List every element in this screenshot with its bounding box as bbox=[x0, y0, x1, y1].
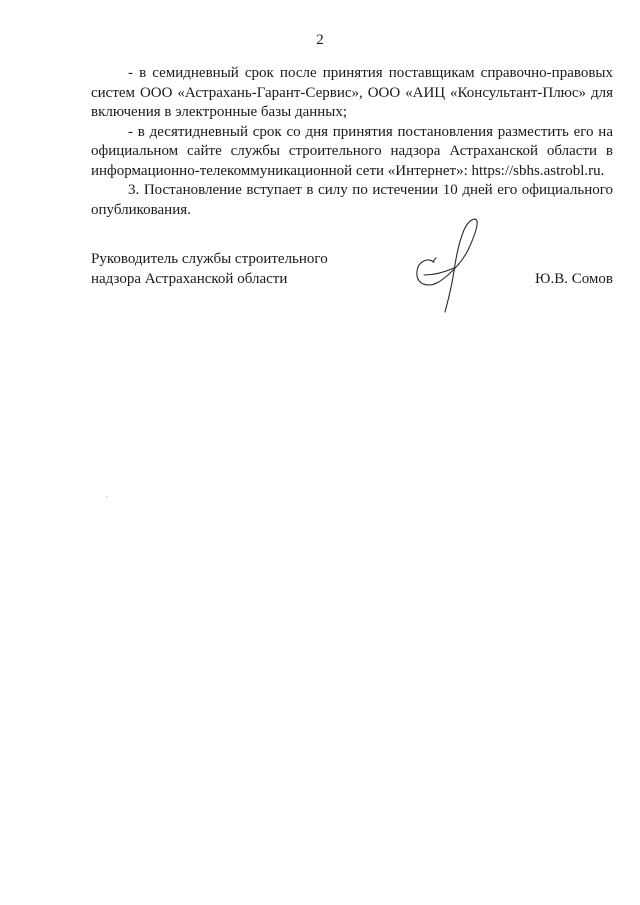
signatory-title-line-1: Руководитель службы строительного bbox=[91, 251, 328, 267]
paragraph-official-website: - в десятидневный срок со дня принятия постановления разместить его на официальном сайте службы строительного надзора Астраханской области в информационно-телекоммуникационной сети «Интернет»: https://sbhs.astrobl.ru. bbox=[91, 123, 613, 179]
signatory-name: Ю.В. Сомов bbox=[535, 271, 613, 287]
page-number: 2 bbox=[316, 32, 324, 48]
paragraph-reference-systems: - в семидневный срок после принятия поставщикам справочно-правовых систем ООО «Астрахань-Гарант-Сервис», ООО «АИЦ «Консультант-Плюс» для включения в электронные базы данных; bbox=[91, 65, 613, 120]
scan-speck bbox=[106, 496, 107, 497]
paragraph-effective-date: 3. Постановление вступает в силу по истечении 10 дней его официального опубликования. bbox=[91, 182, 613, 218]
signatory-title bbox=[91, 250, 391, 289]
handwritten-signature bbox=[412, 215, 492, 315]
document-body bbox=[91, 64, 613, 220]
signatory-title-line-2: надзора Астраханской области bbox=[91, 270, 288, 287]
